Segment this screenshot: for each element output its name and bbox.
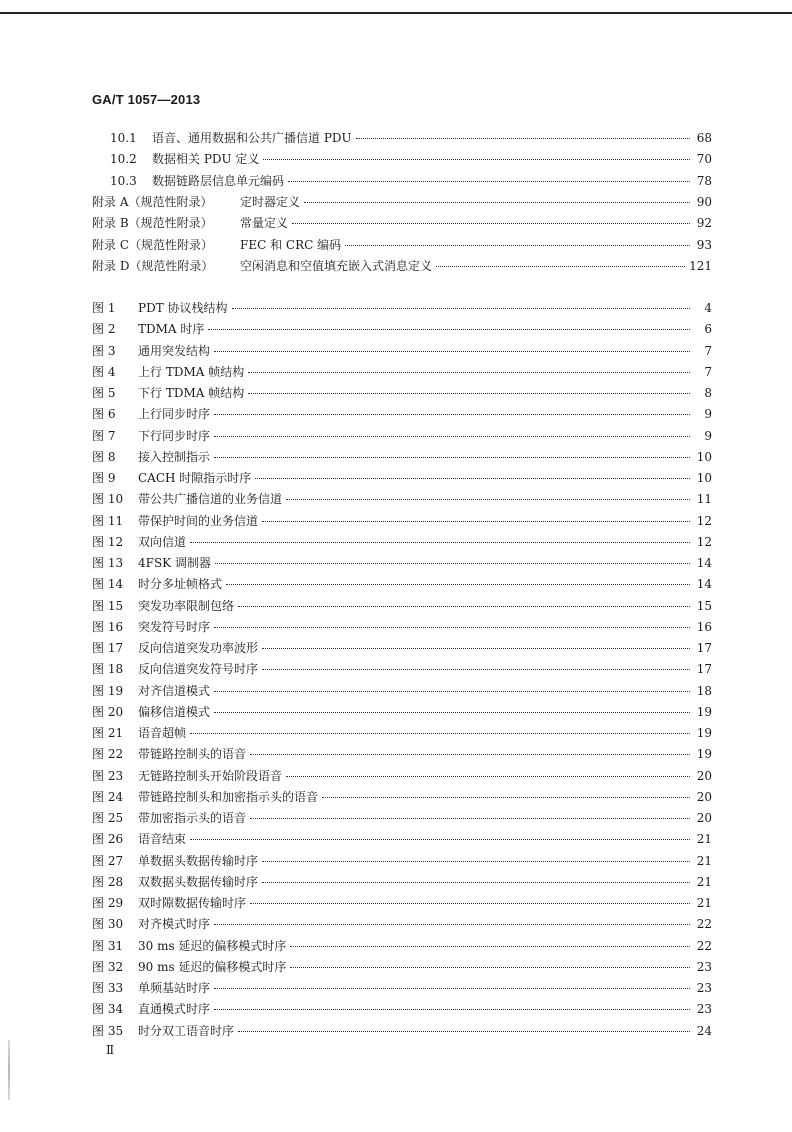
entry-label: 图 1	[92, 301, 116, 315]
leader-dots	[248, 392, 690, 394]
entry-page-number: 9	[704, 407, 712, 422]
entry-label: 图 34	[92, 1002, 124, 1017]
entry-page-number: 93	[696, 237, 712, 252]
entry-label: 图 4	[92, 364, 116, 379]
leader-dots	[214, 350, 690, 352]
toc-figure-row	[92, 468, 712, 488]
toc-section-row	[92, 192, 712, 212]
entry-label: 图 26	[92, 832, 124, 847]
leader-dots	[250, 902, 690, 904]
entry-title: 4FSK 调制器	[138, 556, 211, 570]
toc-figure-row	[92, 723, 712, 743]
toc-figure-row	[92, 447, 712, 467]
entry-page-number: 20	[696, 811, 712, 825]
entry-title: 单数据头数据传输时序	[138, 853, 259, 868]
leader-dots	[356, 137, 690, 139]
entry-label: 图 32	[92, 959, 124, 974]
entry-label: 图 6	[92, 407, 116, 422]
leader-dots	[190, 541, 690, 543]
page-header: GA/T 1057—2013	[92, 92, 201, 107]
leader-dots	[262, 860, 690, 862]
toc-figure-row	[92, 681, 712, 701]
entry-title: 带链路控制头和加密指示头的语音	[138, 789, 319, 804]
toc-figure-row	[92, 1021, 712, 1041]
entry-title: 空闲消息和空值填充嵌入式消息定义	[240, 258, 433, 273]
toc-figure-row	[92, 553, 712, 573]
entry-page-number: 90	[696, 194, 712, 209]
entry-label: 图 19	[92, 683, 124, 698]
entry-title: 通用突发结构	[138, 343, 211, 358]
entry-page-number: 17	[696, 641, 712, 655]
leader-dots	[255, 477, 690, 479]
entry-page-number: 24	[696, 1023, 712, 1038]
entry-page-number: 92	[696, 216, 712, 231]
leader-dots	[250, 753, 690, 755]
toc-figure-row	[92, 659, 712, 679]
entry-label: 图 27	[92, 853, 124, 868]
leader-dots	[232, 307, 690, 309]
entry-page-number: 21	[696, 832, 712, 847]
entry-page-number: 70	[696, 152, 712, 167]
entry-page-number: 21	[696, 853, 712, 868]
toc-figure-row	[92, 787, 712, 807]
leader-dots	[226, 583, 690, 585]
entry-title: 数据相关 PDU 定义	[152, 152, 260, 167]
entry-label: 图 18	[92, 662, 124, 677]
entry-page-number: 21	[696, 874, 712, 889]
entry-title: 语音、通用数据和公共广播信道 PDU	[152, 131, 352, 145]
entry-title: 双时隙数据传输时序	[138, 896, 247, 910]
entry-page-number: 16	[696, 619, 712, 634]
entry-title: 带公共广播信道的业务信道	[138, 492, 283, 507]
toc-figure-row	[92, 851, 712, 871]
leader-dots	[238, 1030, 690, 1032]
toc-figure-row	[92, 702, 712, 722]
entry-page-number: 23	[696, 959, 712, 974]
toc-figure-row	[92, 404, 712, 424]
entry-title: 带加密指示头的语音	[138, 811, 247, 825]
entry-title: 对齐信道模式	[138, 683, 211, 698]
leader-dots	[262, 668, 690, 670]
leader-dots	[214, 987, 690, 989]
leader-dots	[214, 413, 690, 415]
entry-page-number: 10	[696, 449, 712, 464]
entry-label: 图 9	[92, 471, 116, 485]
entry-title: 偏移信道模式	[138, 704, 211, 719]
leader-dots	[262, 520, 690, 522]
entry-page-number: 14	[696, 577, 712, 592]
entry-label: 图 5	[92, 386, 116, 400]
entry-label: 图 16	[92, 619, 124, 634]
entry-title: 直通模式时序	[138, 1002, 211, 1017]
entry-label: 图 22	[92, 747, 124, 762]
entry-page-number: 14	[696, 556, 712, 570]
entry-page-number: 19	[696, 726, 712, 740]
entry-label: 10.1	[110, 131, 137, 145]
leader-dots	[263, 158, 690, 160]
entry-label: 图 15	[92, 598, 124, 613]
entry-title: 下行 TDMA 帧结构	[138, 386, 245, 400]
entry-page-number: 6	[704, 322, 712, 337]
leader-dots	[214, 456, 690, 458]
entry-title: 带链路控制头的语音	[138, 747, 247, 762]
entry-label: 图 35	[92, 1023, 124, 1038]
toc-figure-row	[92, 999, 712, 1019]
entry-title: 上行同步时序	[138, 407, 211, 422]
toc-figure-row	[92, 957, 712, 977]
toc-section-row	[92, 235, 712, 255]
entry-label: 图 8	[92, 449, 116, 464]
entry-page-number: 19	[696, 747, 712, 762]
toc-figure-row	[92, 829, 712, 849]
toc-figure-row	[92, 319, 712, 339]
entry-label: 图 13	[92, 556, 124, 570]
entry-page-number: 20	[696, 768, 712, 783]
toc-figure-row	[92, 532, 712, 552]
entry-page-number: 22	[696, 917, 712, 932]
entry-title: 时分双工语音时序	[138, 1023, 235, 1038]
entry-title: 数据链路层信息单元编码	[152, 173, 285, 188]
entry-page-number: 19	[696, 704, 712, 719]
entry-label: 图 33	[92, 981, 124, 995]
leader-dots	[292, 222, 690, 224]
toc-figure-row	[92, 744, 712, 764]
toc-figure-row	[92, 872, 712, 892]
entry-title: FEC 和 CRC 编码	[240, 237, 342, 252]
entry-title: 90 ms 延迟的偏移模式时序	[138, 959, 287, 974]
toc-figure-row	[92, 808, 712, 828]
toc-figure-row	[92, 936, 712, 956]
entry-page-number: 9	[704, 428, 712, 443]
entry-label: 图 3	[92, 343, 116, 358]
leader-dots	[214, 435, 690, 437]
entry-title: 突发符号时序	[138, 619, 211, 634]
entry-page-number: 8	[704, 386, 712, 400]
entry-label: 附录 C（规范性附录）	[92, 237, 213, 252]
leader-dots	[286, 498, 690, 500]
entry-label: 图 21	[92, 726, 124, 740]
leader-dots	[286, 775, 690, 777]
toc-figure-row	[92, 766, 712, 786]
entry-label: 图 14	[92, 577, 124, 592]
entry-page-number: 7	[704, 364, 712, 379]
entry-page-number: 15	[696, 598, 712, 613]
leader-dots	[262, 647, 690, 649]
entry-title: 突发功率限制包络	[138, 598, 235, 613]
entry-label: 图 28	[92, 874, 124, 889]
entry-title: 语音结束	[138, 832, 187, 847]
entry-label: 图 11	[92, 513, 124, 528]
entry-title: 对齐模式时序	[138, 917, 211, 932]
leader-dots	[248, 371, 690, 373]
entry-label: 图 10	[92, 492, 124, 507]
entry-page-number: 12	[696, 513, 712, 528]
entry-label: 图 20	[92, 704, 124, 719]
leader-dots	[304, 201, 690, 203]
leader-dots	[214, 690, 690, 692]
leader-dots	[190, 732, 690, 734]
toc-figure-row	[92, 978, 712, 998]
entry-label: 图 24	[92, 789, 124, 804]
entry-label: 图 7	[92, 428, 116, 443]
leader-dots	[250, 817, 690, 819]
entry-label: 附录 D（规范性附录）	[92, 258, 214, 273]
entry-page-number: 17	[696, 662, 712, 677]
leader-dots	[215, 562, 690, 564]
toc-figure-row	[92, 383, 712, 403]
toc-figure-row	[92, 596, 712, 616]
entry-title: 反向信道突发功率波形	[138, 641, 259, 655]
entry-title: 双数据头数据传输时序	[138, 874, 259, 889]
toc-section-row	[92, 213, 712, 233]
entry-label: 图 25	[92, 811, 124, 825]
entry-label: 图 23	[92, 768, 124, 783]
toc-figure-row	[92, 617, 712, 637]
leader-dots	[190, 838, 690, 840]
entry-page-number: 121	[689, 258, 712, 273]
entry-label: 图 12	[92, 534, 124, 549]
toc-section-row	[92, 256, 712, 276]
toc-section-row	[110, 128, 712, 148]
entry-label: 10.2	[110, 152, 137, 167]
toc-figure-row	[92, 341, 712, 361]
toc-figure-row	[92, 511, 712, 531]
entry-title: 接入控制指示	[138, 449, 211, 464]
leader-dots	[322, 796, 690, 798]
leader-dots	[290, 945, 690, 947]
entry-label: 附录 A（规范性附录）	[92, 194, 213, 209]
entry-title: 时分多址帧格式	[138, 577, 223, 592]
entry-label: 图 30	[92, 917, 124, 932]
entry-title: TDMA 时序	[138, 322, 205, 337]
toc-figure-row	[92, 893, 712, 913]
leader-dots	[290, 966, 690, 968]
footer-page-number: Ⅱ	[106, 1043, 115, 1057]
entry-page-number: 21	[696, 896, 712, 910]
entry-page-number: 23	[696, 981, 712, 995]
entry-page-number: 11	[696, 492, 712, 507]
entry-label: 10.3	[110, 173, 137, 188]
entry-label: 图 2	[92, 322, 116, 337]
entry-title: 下行同步时序	[138, 428, 211, 443]
leader-dots	[214, 626, 690, 628]
leader-dots	[262, 881, 690, 883]
leader-dots	[214, 711, 690, 713]
toc-figure-row	[92, 914, 712, 934]
toc-figure-row	[92, 426, 712, 446]
scan-margin-mark	[8, 1040, 10, 1100]
leader-dots	[238, 605, 690, 607]
entry-title: 语音超帧	[138, 726, 187, 740]
entry-title: 无链路控制头开始阶段语音	[138, 768, 283, 783]
entry-title: 反向信道突发符号时序	[138, 662, 259, 677]
toc-figure-row	[92, 574, 712, 594]
entry-label: 图 31	[92, 938, 124, 953]
leader-dots	[436, 265, 685, 267]
toc-figure-row	[92, 638, 712, 658]
entry-page-number: 22	[696, 938, 712, 953]
entry-title: 带保护时间的业务信道	[138, 513, 259, 528]
entry-page-number: 23	[696, 1002, 712, 1017]
entry-title: CACH 时隙指示时序	[138, 471, 252, 485]
toc-figure-row	[92, 362, 712, 382]
entry-label: 图 29	[92, 896, 124, 910]
entry-page-number: 12	[696, 534, 712, 549]
entry-title: 双向信道	[138, 534, 187, 549]
top-rule	[0, 12, 792, 14]
entry-title: 30 ms 延迟的偏移模式时序	[138, 938, 287, 953]
entry-title: 定时器定义	[240, 194, 301, 209]
leader-dots	[288, 180, 690, 182]
entry-page-number: 20	[696, 789, 712, 804]
entry-page-number: 4	[704, 301, 712, 315]
toc-section-row	[110, 171, 712, 191]
leader-dots	[208, 328, 690, 330]
entry-title: 常量定义	[240, 216, 289, 231]
entry-page-number: 7	[704, 343, 712, 358]
entry-page-number: 78	[696, 173, 712, 188]
entry-page-number: 68	[696, 131, 712, 145]
entry-title: PDT 协议栈结构	[138, 301, 228, 315]
toc-section-row	[110, 149, 712, 169]
leader-dots	[214, 1008, 690, 1010]
toc-figure-row	[92, 298, 712, 318]
leader-dots	[214, 923, 690, 925]
leader-dots	[345, 244, 690, 246]
entry-label: 附录 B（规范性附录）	[92, 216, 213, 231]
entry-label: 图 17	[92, 641, 124, 655]
entry-page-number: 18	[696, 683, 712, 698]
entry-title: 上行 TDMA 帧结构	[138, 364, 245, 379]
entry-page-number: 10	[696, 471, 712, 485]
entry-title: 单频基站时序	[138, 981, 211, 995]
toc-figure-row	[92, 489, 712, 509]
